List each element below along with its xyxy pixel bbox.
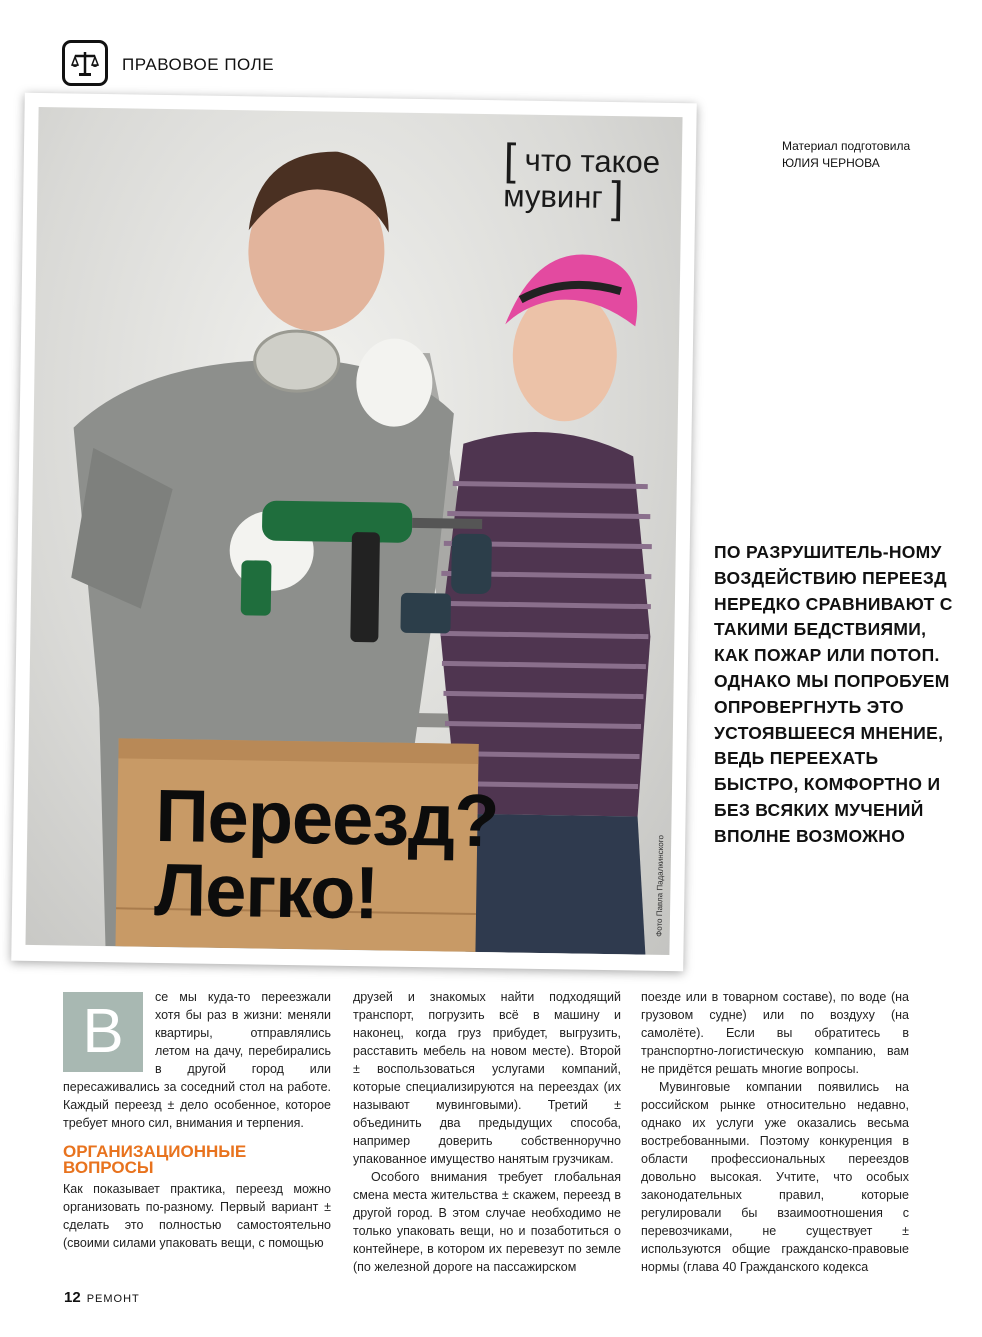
- photo-frame: [11, 93, 697, 971]
- body-column-2: [353, 988, 621, 1276]
- magazine-name: РЕМОНТ: [86, 1293, 140, 1305]
- body-paragraph: Как показывает практика, переезд можно организовать по-разному. Первый вариант ± сделать это полностью самостоятельно (своими силами упаковать вещи, с помощью: [63, 1182, 331, 1250]
- kicker: [503, 135, 661, 223]
- cover-photo: [25, 107, 682, 955]
- drop-cap: В: [63, 992, 143, 1072]
- headline: [153, 773, 499, 935]
- lead-paragraph: ПО РАЗРУШИТЕЛЬ-НОМУ ВОЗДЕЙСТВИЮ ПЕРЕЕЗД НЕРЕДКО СРАВНИВАЮТ С ТАКИМИ БЕДСТВИЯМИ, КАК ПОЖАР ИЛИ ПОТОП. ОДНАКО МЫ ПОПРОБУЕМ ОПРОВЕРГНУТЬ ЭТО УСТОЯВШЕЕСЯ МНЕНИЕ, ВЕДЬ ПЕРЕЕХАТЬ БЫСТРО, КОМФОРТНО И БЕЗ ВСЯКИХ МУЧЕНИЙ ВПОЛНЕ ВОЗМОЖНО: [714, 542, 953, 846]
- page-footer: [64, 1289, 140, 1306]
- body-column-1: [63, 988, 331, 1252]
- headline-line-2: Легко!: [153, 847, 379, 935]
- body-paragraph: поезде или в товарном составе), по воде (на грузовом судне) или по воздуху (на самолёте). Если вы обратитесь в транспортно-логистическую компанию, вам не придётся решать многие вопросы.: [641, 990, 909, 1076]
- body-paragraph: се мы куда-то переезжали хотя бы раз в жизни: меняли квартиры, отправлялись летом на дачу, перебирались в другой город или пересаживались за соседний стол на работе. Каждый переезд ± дело особенное, которое требует много сил, внимания и терпения.: [63, 990, 331, 1130]
- author-name: ЮЛИЯ ЧЕРНОВА: [782, 156, 880, 170]
- scales-icon: [62, 40, 108, 86]
- author-caption: Материал подготовила: [782, 139, 911, 153]
- photo-credit: Фото Павла Падалкинского: [654, 834, 666, 937]
- subheading: ОРГАНИЗАЦИОННЫЕ ВОПРОСЫ: [63, 1142, 247, 1177]
- body-column-3: [641, 988, 909, 1276]
- kicker-open-bracket: [: [503, 135, 517, 185]
- body-paragraph: Особого внимания требует глобальная смена места жительства ± скажем, переезд в другой город. В этом случае необходимо не только упаковать вещи, но и позаботиться о контейнере, в котором их перевезут по земле (по железной дороге на пассажирском: [353, 1170, 621, 1274]
- body-paragraph: Мувинговые компании появились на российском рынке относительно недавно, однако их услуги уже оказались весьма востребованными. Поэтому конкуренция в области профессиональных переездов довольно высокая. Учтите, что особых законодательных правил, которые регулировали бы взаимоотношения с перевозчиками, не существует ± используются общие гражданско-правовые нормы (глава 40 Гражданского кодекса: [641, 1080, 909, 1274]
- section-title: ПРАВОВОЕ ПОЛЕ: [122, 55, 275, 74]
- kicker-line-2: мувинг: [503, 178, 603, 215]
- author-credit: [782, 138, 910, 172]
- kicker-close-bracket: ]: [610, 173, 624, 223]
- body-paragraph: друзей и знакомых найти подходящий транспорт, погрузить всё в машину и наконец, когда груз прибудет, выгрузить, расставить мебель на новом месте). Второй ± воспользоваться услугами компаний, которые специализируются на переездах (их называют мувинговыми). Третий ± объединить два предыдущих способа, например доверить собственноручно упакованное имущество нанятым грузчикам.: [353, 990, 621, 1166]
- page-number: 12: [64, 1289, 81, 1306]
- headline-line-1: Переезд?: [154, 773, 499, 863]
- kicker-line-1: что такое: [524, 142, 661, 180]
